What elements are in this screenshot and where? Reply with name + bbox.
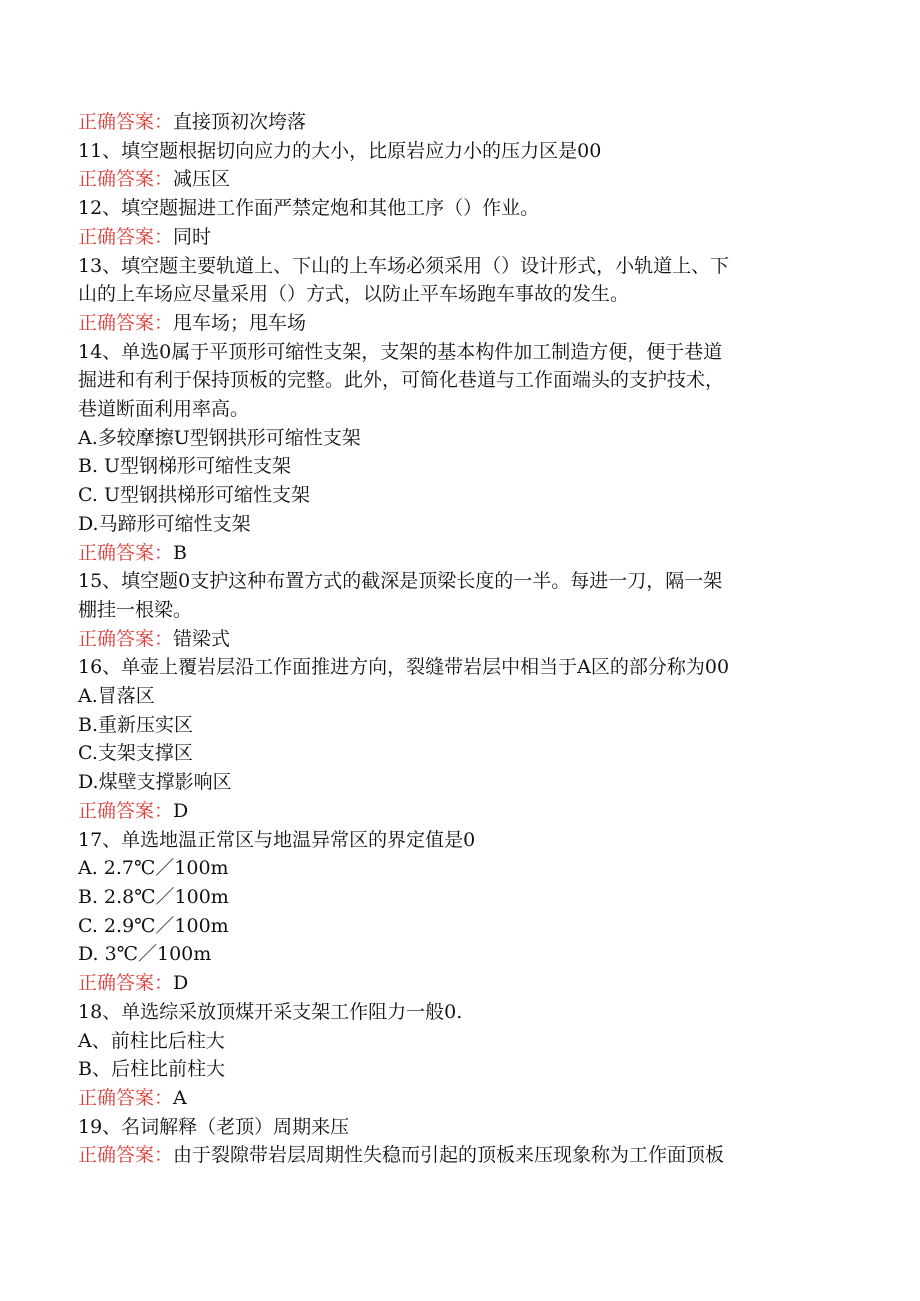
question-text-line: C. U型钢拱梯形可缩性支架 xyxy=(78,484,310,507)
answer-value: 错梁式 xyxy=(173,627,231,650)
answer-label: 正确答案： xyxy=(78,627,174,650)
answer-label: 正确答案： xyxy=(78,225,174,248)
question-text-line: 16、单壶上覆岩层沿工作面推进方向，裂缝带岩层中相当于A区的部分称为00 xyxy=(78,656,730,679)
answer-line xyxy=(78,969,838,998)
answer-label: 正确答案： xyxy=(78,168,174,191)
answer-value: 由于裂隙带岩层周期性失稳而引起的顶板来压现象称为工作面顶板 xyxy=(173,1144,725,1167)
answer-line xyxy=(78,1141,838,1170)
question-text-line: 巷道断面利用率高。 xyxy=(78,398,250,421)
question-text-line: C. 2.9℃／100m xyxy=(78,914,229,937)
answer-label: 正确答案： xyxy=(78,111,174,133)
question-text-line: 12、填空题掘进工作面严禁定炮和其他工序（）作业。 xyxy=(78,197,540,220)
question-text-line: D.马蹄形可缩性支架 xyxy=(78,512,251,535)
question-text-line: 掘进和有利于保持顶板的完整。此外，可简化巷道与工作面端头的支护技术， xyxy=(78,369,725,392)
answer-label: 正确答案： xyxy=(78,972,174,995)
answer-label: 正确答案： xyxy=(78,541,174,564)
question-text-line: B. 2.8℃／100m xyxy=(78,885,229,908)
answer-value: 直接顶初次垮落 xyxy=(173,111,307,133)
answer-value: 减压区 xyxy=(173,168,231,191)
answer-value: D xyxy=(173,972,189,995)
question-text-line: 15、填空题0支护这种布置方式的截深是顶梁长度的一半。每进一刀，隔一架 xyxy=(78,570,723,593)
answer-value: 同时 xyxy=(173,225,212,248)
question-text-line: B. U型钢梯形可缩性支架 xyxy=(78,455,292,478)
question-text-line: 18、单选综采放顶煤开采支架工作阻力一般0. xyxy=(78,1000,463,1023)
question-text-line: 19、名词解释（老顶）周期来压 xyxy=(78,1115,350,1138)
question-text-line: B、后柱比前柱大 xyxy=(78,1058,225,1081)
question-text-line: D. 3℃／100m xyxy=(78,943,212,966)
answer-value: D xyxy=(173,799,189,822)
answer-value: 甩车场；甩车场 xyxy=(173,311,307,334)
answer-line xyxy=(78,309,838,338)
answer-label: 正确答案： xyxy=(78,1144,174,1167)
question-text-line: A.多较摩擦U型钢拱形可缩性支架 xyxy=(78,426,361,449)
question-text-line: 棚挂一根梁。 xyxy=(78,598,193,621)
answer-line xyxy=(78,539,838,568)
question-text-line: A、前柱比后柱大 xyxy=(78,1029,225,1052)
question-text-line: 14、单选0属于平顶形可缩性支架，支架的基本构件加工制造方便，便于巷道 xyxy=(78,340,723,363)
question-text-line: B.重新压实区 xyxy=(78,713,194,736)
answer-label: 正确答案： xyxy=(78,799,174,822)
question-text-line: A. 2.7℃／100m xyxy=(78,857,229,880)
answer-line xyxy=(78,625,838,654)
answer-line xyxy=(78,108,838,137)
question-text-line: 山的上车场应尽量采用（）方式，以防止平车场跑车事故的发生。 xyxy=(78,283,630,306)
question-text-line: D.煤壁支撑影响区 xyxy=(78,771,232,794)
question-text-line: 17、单选地温正常区与地温异常区的界定值是0 xyxy=(78,828,476,851)
question-text-line: A.冒落区 xyxy=(78,685,155,708)
answer-line xyxy=(78,165,838,194)
document-page xyxy=(78,108,838,1170)
question-text-line: C.支架支撑区 xyxy=(78,742,193,765)
answer-label: 正确答案： xyxy=(78,311,174,334)
answer-value: B xyxy=(173,541,187,564)
question-text-line: 13、填空题主要轨道上、下山的上车场必须采用（）设计形式，小轨道上、下 xyxy=(78,254,730,277)
answer-line xyxy=(78,797,838,826)
question-text-line: 11、填空题根据切向应力的大小，比原岩应力小的压力区是00 xyxy=(78,139,602,162)
answer-line xyxy=(78,223,838,252)
answer-value: A xyxy=(173,1086,187,1109)
answer-label: 正确答案： xyxy=(78,1086,174,1109)
answer-line xyxy=(78,1084,838,1113)
